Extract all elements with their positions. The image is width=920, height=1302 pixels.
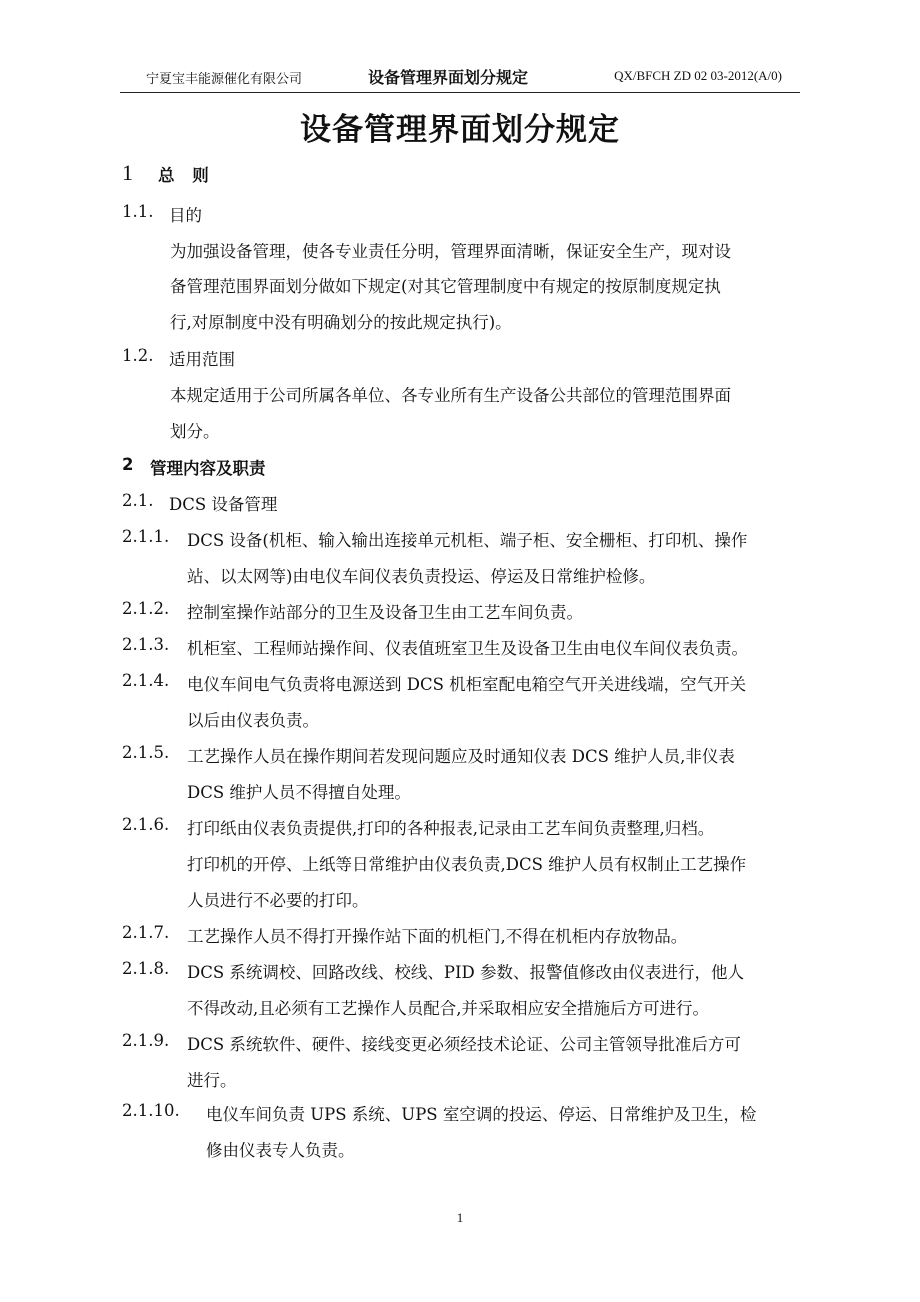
clause-2-1-number: 2.1. <box>122 491 154 510</box>
item-number: 2.1.2. <box>122 599 170 618</box>
section-2-number: 2 <box>122 455 134 474</box>
item-line: 电仪车间负责 UPS 系统、UPS 室空调的投运、停运、日常维护及卫生，检 <box>206 1105 757 1124</box>
clause-1-2-number: 1.2. <box>122 346 154 365</box>
page-number: 1 <box>456 1210 464 1225</box>
item-number: 2.1.7. <box>122 923 170 942</box>
clause-1-1-line: 为加强设备管理，使各专业责任分明，管理界面清晰，保证安全生产，现对设 <box>170 242 731 261</box>
item-number: 2.1.3. <box>122 635 170 654</box>
clause-1-1-number: 1.1. <box>122 202 154 221</box>
item-line: 打印纸由仪表负责提供,打印的各种报表,记录由工艺车间负责整理,归档。 <box>187 819 715 838</box>
item-line: 控制室操作站部分的卫生及设备卫生由工艺车间负责。 <box>187 603 583 622</box>
item-line: DCS 设备(机柜、输入输出连接单元机柜、端子柜、安全栅柜、打印机、操作 <box>187 531 748 550</box>
item-line: 进行。 <box>187 1071 237 1090</box>
page-header <box>120 66 800 93</box>
item-number: 2.1.10. <box>122 1101 180 1120</box>
item-number: 2.1.8. <box>122 959 170 978</box>
clause-1-2-title: 适用范围 <box>169 350 235 369</box>
item-line: DCS 维护人员不得擅自处理。 <box>187 783 411 802</box>
item-line: 人员进行不必要的打印。 <box>187 891 369 910</box>
item-number: 2.1.6. <box>122 815 170 834</box>
section-2-title: 管理内容及职责 <box>150 459 266 478</box>
clause-1-1-title: 目的 <box>169 206 202 225</box>
clause-1-2-line: 本规定适用于公司所属各单位、各专业所有生产设备公共部位的管理范围界面 <box>170 386 731 405</box>
item-number: 2.1.9. <box>122 1031 170 1050</box>
item-line: 以后由仪表负责。 <box>187 711 319 730</box>
header-company: 宁夏宝丰能源催化有限公司 <box>146 72 303 87</box>
clause-1-1-line: 行,对原制度中没有明确划分的按此规定执行)。 <box>170 313 512 332</box>
item-line: 打印机的开停、上纸等日常维护由仪表负责,DCS 维护人员有权制止工艺操作 <box>187 855 747 874</box>
header-doc-title: 设备管理界面划分规定 <box>368 68 529 87</box>
item-line: 不得改动,且必须有工艺操作人员配合,并采取相应安全措施后方可进行。 <box>187 999 709 1018</box>
clause-1-2-line: 划分。 <box>170 422 220 441</box>
header-doc-code: QX/BFCH ZD 02 03-2012(A/0) <box>614 68 782 83</box>
clause-1-1-line: 备管理范围界面划分做如下规定(对其它管理制度中有规定的按原制度规定执 <box>170 277 721 296</box>
item-number: 2.1.5. <box>122 743 170 762</box>
item-number: 2.1.1. <box>122 527 170 546</box>
item-line: 工艺操作人员不得打开操作站下面的机柜门,不得在机柜内存放物品。 <box>187 927 688 946</box>
item-line: 修由仪表专人负责。 <box>206 1141 355 1160</box>
item-line: 机柜室、工程师站操作间、仪表值班室卫生及设备卫生由电仪车间仪表负责。 <box>187 639 748 658</box>
section-1-number: 1 <box>122 160 133 185</box>
section-1-title: 总 则 <box>158 166 215 185</box>
item-number: 2.1.4. <box>122 671 170 690</box>
item-line: 电仪车间电气负责将电源送到 DCS 机柜室配电箱空气开关进线端，空气开关 <box>187 675 747 694</box>
document-title: 设备管理界面划分规定 <box>300 112 620 148</box>
item-line: DCS 系统软件、硬件、接线变更必须经技术论证、公司主管领导批准后方可 <box>187 1035 741 1054</box>
item-line: 工艺操作人员在操作期间若发现问题应及时通知仪表 DCS 维护人员,非仪表 <box>187 747 735 766</box>
item-line: DCS 系统调校、回路改线、校线、PID 参数、报警值修改由仪表进行，他人 <box>187 963 744 982</box>
clause-2-1-title: DCS 设备管理 <box>169 495 278 514</box>
item-line: 站、以太网等)由电仪车间仪表负责投运、停运及日常维护检修。 <box>187 567 656 586</box>
